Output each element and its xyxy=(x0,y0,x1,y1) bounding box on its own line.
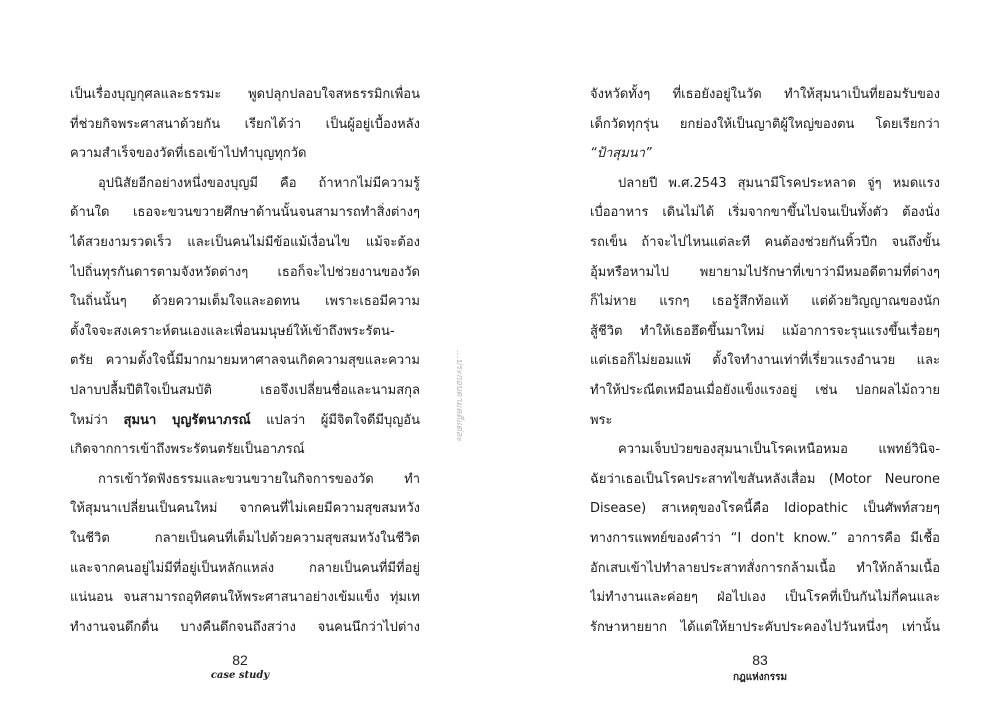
text-line: ใหม่ว่า สุมนา บุญรัตนาภรณ์ แปลว่า ผู้มีจิตใจดีมีบุญอัน xyxy=(70,412,420,428)
text-line: เบื่ออาหาร เดินไม่ได้ เริ่มจากขาขึ้นไปจนเป็นทั้งตัว ต้องนั่ง xyxy=(590,205,940,221)
text-line: “ป้าสุมนา” xyxy=(590,146,652,162)
text-line: เด็กวัดทุกรุ่น ยกย่องให้เป็นญาติผู้ใหญ่ของตน โดยเรียกว่า xyxy=(590,116,940,132)
text-line: ที่ช่วยกิจพระศาสนาด้วยกัน เรียกได้ว่า เป็นผู้อยู่เบื้องหลัง xyxy=(70,116,420,132)
text-line: ในถิ่นนั้นๆ ด้วยความเต็มใจและอดทน เพราะเธอมีความ xyxy=(70,294,420,310)
running-footer: กฎแห่งกรรม xyxy=(732,672,788,683)
text-line: ตั้งใจจะสงเคราะห์ตนเองและเพื่อนมนุษย์ให้เข้าถึงพระรัตน- xyxy=(70,323,395,339)
text-line: เป็นเรื่องบุญกุศลและธรรมะ พูดปลุกปลอบใจสหธรรมิกเพื่อน xyxy=(70,87,420,102)
text-line: ได้สวยงามรวดเร็ว และเป็นคนไม่มีข้อแม้เงื่อนไข แม้จะต้อง xyxy=(70,234,420,250)
text-line: ก็ไม่หาย แรกๆ เธอรู้สึกท้อแท้ แต่ด้วยวิญญาณของนัก xyxy=(590,294,940,310)
text-line: อักเสบเข้าไปทำลายประสาทสั่งการกล้ามเนื้อ ทำให้กล้ามเนื้อ xyxy=(590,560,940,576)
right-page xyxy=(500,0,1000,707)
text-line: ในชีวิต กลายเป็นคนที่เต็มไปด้วยความสุขสมหวังในชีวิต xyxy=(70,530,420,546)
text-line: ตรัย ความตั้งใจนี้มีมากมายมหาศาลจนเกิดความสุขและความ xyxy=(70,353,420,369)
text-line: ทางการแพทย์ของคำว่า “I don't know.” อาการคือ มีเชื้อ xyxy=(590,530,940,546)
running-footer: case study xyxy=(210,670,270,681)
text-line: ไปถิ่นทุรกันดารตามจังหวัดต่างๆ เธอก็จะไปช่วยงานของวัด xyxy=(70,264,420,280)
text-line: แต่เธอก็ไม่ยอมแพ้ ตั้งใจทำงานเท่าที่เรี่ยวแรงอำนวย และ xyxy=(590,353,940,369)
text-line: รถเข็น ถ้าจะไปไหนแต่ละที คนต้องช่วยกันหิ้วปีก จนถึงขั้น xyxy=(590,234,940,250)
text-line: อุปนิสัยอีกอย่างหนึ่งของบุญมี คือ ถ้าหากไม่มีความรู้ xyxy=(98,175,420,191)
page-number: 83 xyxy=(752,652,768,668)
text-line: ฉัยว่าเธอเป็นโรคประสาทไขสันหลังเสื่อม (Motor Neurone xyxy=(590,471,940,487)
text-line: ปลาบปลื้มปีติใจเป็นสมบัติ เธอจึงเปลี่ยนชื่อและนามสกุล xyxy=(70,382,420,398)
text-line: ให้สุมนาเปลี่ยนเป็นคนใหม่ จากคนที่ไม่เคยมีความสุขสมหวัง xyxy=(70,501,420,517)
text-line: Disease) สาเหตุของโรคนี้คือ Idiopathic เป็นศัพท์สวยๆ xyxy=(590,501,940,517)
page-number: 82 xyxy=(232,652,248,668)
text-line: อุ้มหรือหามไป พยายามไปรักษาที่เขาว่ามีหมอดีตามที่ต่างๆ xyxy=(590,264,940,280)
text-line: สู้ชีวิต ทำให้เธอฮึดขึ้นมาใหม่ แม้อาการจะรุนแรงขึ้นเรื่อยๆ xyxy=(590,323,940,339)
text-line: พระ xyxy=(590,412,613,428)
right-page-body xyxy=(590,80,940,642)
text-line: จังหวัดทั้งๆ ที่เธอยังอยู่ในวัด ทำให้สุมนาเป็นที่ยอมรับของ xyxy=(590,87,940,102)
margin-note: ...ประกอบตามคดีแต่ละ xyxy=(454,350,464,442)
text-line: ความสำเร็จของวัดที่เธอเข้าไปทำบุญทุกวัด xyxy=(70,146,307,162)
text-line: ทำให้ประณีตเหมือนเมื่อยังแข็งแรงอยู่ เช่น ปอกผลไม้ถวาย xyxy=(590,382,940,398)
text-line: ปลายปี พ.ศ.2543 สุมนามีโรคประหลาด จู่ๆ หมดแรง xyxy=(618,175,940,191)
text-line: และจากคนอยู่ไม่มีที่อยู่เป็นหลักแหล่ง กลายเป็นคนที่มีที่อยู่ xyxy=(70,560,420,576)
text-line: การเข้าวัดฟังธรรมและขวนขวายในกิจการของวัด ทำ xyxy=(98,471,420,487)
text-line: ความเจ็บป่วยของสุมนาเป็นโรคเหนือหมอ แพทย์วินิจ- xyxy=(618,442,940,458)
highlighted-name: สุมนา บุญรัตนาภรณ์ xyxy=(123,412,251,428)
text-line: ไม่ทำงานและค่อยๆ ฝ่อไปเอง เป็นโรคที่เป็นกันไม่กี่คนและ xyxy=(590,590,940,606)
text-line: ด้านใด เธอจะขวนขวายศึกษาด้านนั้นจนสามารถทำสิ่งต่างๆ xyxy=(70,205,420,221)
text-line: รักษาหายยาก ได้แต่ให้ยาประคับประคองไปวันหนึ่งๆ เท่านั้น xyxy=(590,619,940,635)
text-line: แน่นอน จนสามารถอุทิศตนให้พระศาสนาอย่างเข้มแข็ง ทุ่มเท xyxy=(70,590,420,606)
text-line: เกิดจากการเข้าถึงพระรัตนตรัยเป็นอาภรณ์ xyxy=(70,442,305,458)
left-page-body xyxy=(70,80,420,642)
text-line: ทำงานจนดึกดื่น บางคืนดึกจนถึงสว่าง จนคนนึกว่าไปต่าง xyxy=(70,619,420,635)
